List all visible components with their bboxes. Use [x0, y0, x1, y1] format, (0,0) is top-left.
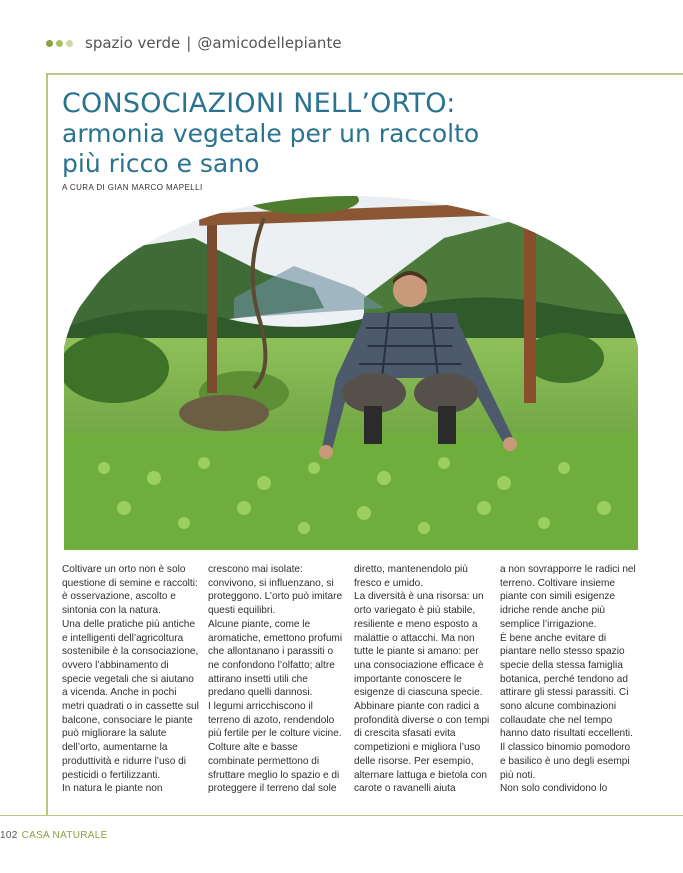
paragraph: Alcune piante, come le aromatiche, emettono profumi che allontanano i parassiti o ne confondono l’olfatto; altre attirano insetti utili che predano quelli dannosi. — [208, 618, 343, 699]
paragraph: diretto, mantenendolo più fresco e umido. — [354, 564, 468, 589]
paragraph: Una delle pratiche più antiche e intelligenti dell’agricoltura sostenibile è la consociazione, ovvero l’abbinamento di specie vegetali che si aiutano a vicenda. Anche in pochi metri quadrati o in cassette sul balcone, consociare le piante può migliorare la salute dell’orto, aumentarne la produttività e ridurre l’uso di pesticidi o fertilizzanti. — [62, 618, 199, 781]
frame-bottom-rule — [0, 815, 683, 816]
article-byline: A CURA DI GIAN MARCO MAPELLI — [62, 183, 203, 192]
paragraph: La diversità è una risorsa: un orto variegato è più stabile, resiliente e meno esposto a malattie o attacchi. Ma non tutte le piante si amano: per una consociazione efficace è importante conoscere le esigenze di ciascuna specie. — [354, 591, 484, 699]
paragraph: Coltivare un orto non è solo questione di semine e raccolti: è osservazione, ascolto e sintonia con la natura. — [62, 564, 198, 617]
article-title — [62, 89, 662, 179]
social-handle: @amicodellepiante — [197, 34, 342, 52]
page-footer — [0, 830, 108, 841]
paragraph: È bene anche evitare di piantare nello stesso spazio specie della stessa famiglia botanica, perché tendono ad attirare gli stessi parassiti. Ci sono alcune combinazioni collaudate che nel tempo hanno dato risultati eccellenti. Il classico binomio pomodoro e basilico è uno degli esempi più noti. — [500, 632, 633, 781]
text-column-2 — [208, 563, 346, 808]
paragraph: In natura le piante non — [62, 783, 163, 795]
section-name: spazio verde — [85, 34, 181, 52]
title-line-3: più ricco e sano — [62, 149, 260, 178]
article-body — [62, 563, 638, 808]
title-line-1: CONSOCIAZIONI NELL’ORTO: — [62, 88, 456, 119]
text-column-4 — [500, 563, 638, 808]
frame-top-rule — [46, 73, 683, 75]
dot-3 — [66, 40, 73, 47]
text-column-1 — [62, 563, 200, 808]
dot-2 — [56, 40, 63, 47]
decorative-dots — [46, 40, 73, 47]
paragraph: Abbinare piante con radici a profondità diverse o con tempi di crescita sfasati evita competizioni e migliora l’uso delle risorse. Per esempio, alternare lattuga e bietola con carote o ravanelli aiuta — [354, 701, 490, 795]
photo-illustration — [64, 178, 638, 550]
section-header — [46, 34, 342, 52]
title-line-2: armonia vegetale per un raccolto — [62, 119, 480, 148]
garden-photo — [64, 178, 638, 550]
text-column-3 — [354, 563, 492, 808]
frame-left-rule — [46, 73, 48, 815]
header-separator: | — [186, 34, 192, 52]
dot-1 — [46, 40, 53, 47]
page-number: 102 — [0, 830, 18, 841]
paragraph: I legumi arricchiscono il terreno di azoto, rendendolo più fertile per le colture vicine. Colture alte e basse combinate permettono di sfruttare meglio lo spazio e di proteggere il terreno dal sole — [208, 701, 342, 795]
paragraph: crescono mai isolate: convivono, si influenzano, si proteggono. L’orto può imitare questi equilibri. — [208, 564, 343, 617]
paragraph: Non solo condividono lo — [500, 783, 608, 795]
paragraph: a non sovrapporre le radici nel terreno. Coltivare insieme piante con simili esigenze idriche rende anche più semplice l’irrigazione. — [500, 564, 636, 630]
magazine-name: CASA NATURALE — [21, 830, 108, 841]
